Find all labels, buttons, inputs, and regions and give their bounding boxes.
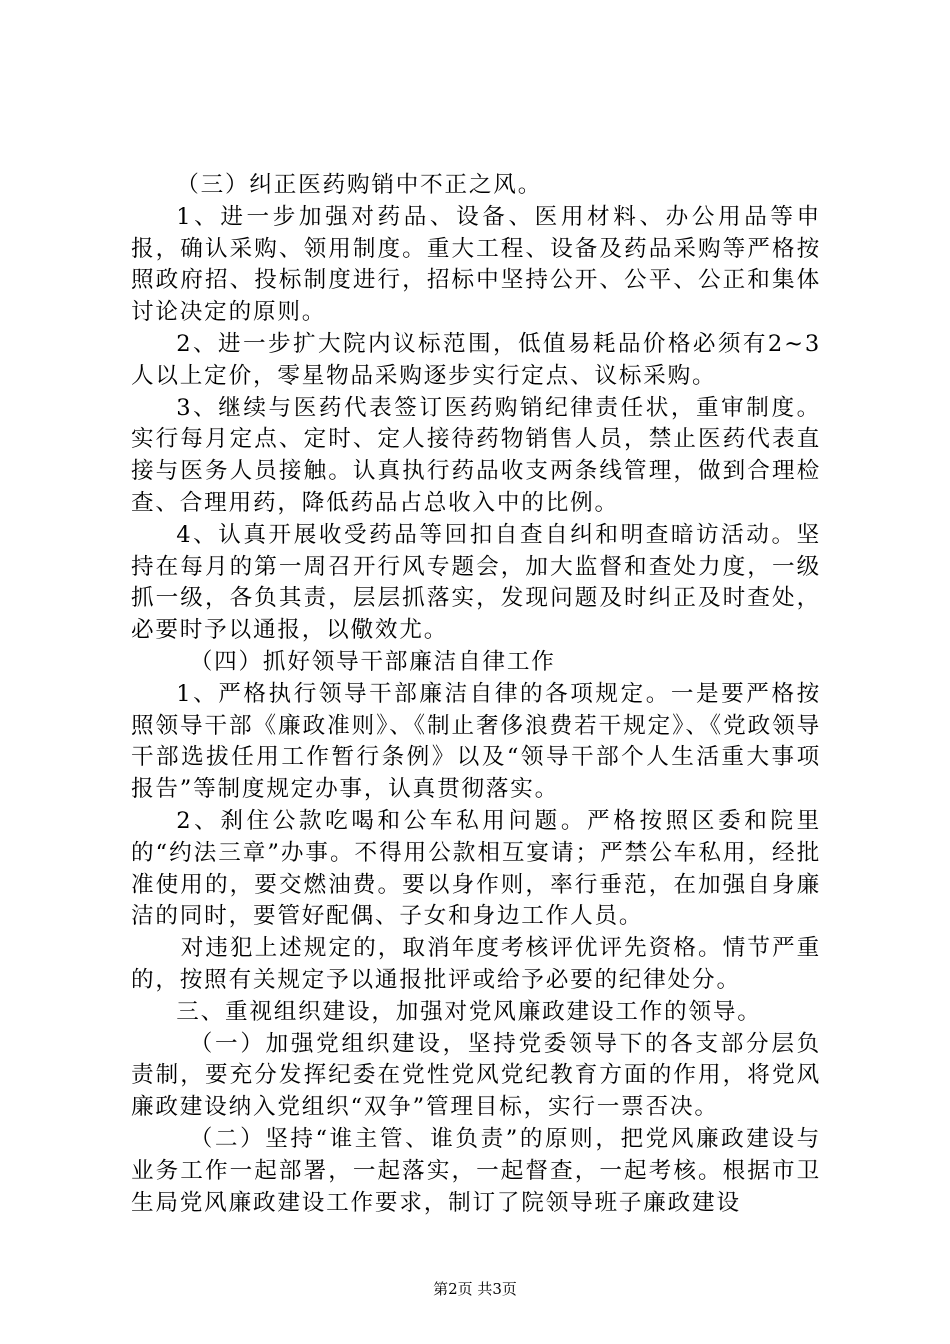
section-heading: （三）纠正医药购销中不正之风。 [176,172,543,198]
paragraph: 4、认真开展收受药品等回扣自查自纠和明查暗访活动。坚持在每月的第一周召开行风专题会，加大监督和查处力度，一级抓一级，各负其责，层层抓落实，发现问题及时纠正及时查处，必要时予以通报，以儆效尤。 [131,521,821,644]
paragraph: 2、进一步扩大院内议标范围，低值易耗品价格必须有2~3人以上定价，零星物品采购逐步实行定点、议标采购。 [131,330,821,389]
section-heading: 三、重视组织建设，加强对党风廉政建设工作的领导。 [176,998,762,1025]
paragraph: （二）坚持“谁主管、谁负责”的原则，把党风廉政建设与业务工作一起部署，一起落实，一起督查，一起考核。根据市卫生局党风廉政建设工作要求，制订了院领导班子廉政建设 [131,1125,821,1216]
paragraph: 对违犯上述规定的，取消年度考核评优评先资格。情节严重的，按照有关规定予以通报批评或给予必要的纪律处分。 [131,935,821,993]
paragraph: 3、继续与医药代表签订医药购销纪律责任状，重审制度。实行每月定点、定时、定人接待药物销售人员，禁止医药代表直接与医务人员接触。认真执行药品收支两条线管理，做到合理检查、合理用药，降低药品占总收入中的比例。 [131,394,821,516]
paragraph: 1、进一步加强对药品、设备、医用材料、办公用品等申报，确认采购、领用制度。重大工程、设备及药品采购等严格按照政府招、投标制度进行，招标中坚持公开、公平、公正和集体讨论决定的原则。 [131,203,821,326]
page-number-footer: 第2页 共3页 [433,1280,517,1298]
section-heading: （四）抓好领导干部廉洁自律工作 [189,648,556,675]
document-body [131,170,821,1219]
paragraph: 1、严格执行领导干部廉洁自律的各项规定。一是要严格按照领导干部《廉政准则》、《制止奢侈浪费若干规定》、《党政领导干部选拔任用工作暂行条例》以及“领导干部个人生活重大事项报告”等制度规定办事，认真贯彻落实。 [131,680,821,803]
paragraph: 2、刹住公款吃喝和公车私用问题。严格按照区委和院里的“约法三章”办事。不得用公款相互宴请；严禁公车私用，经批准使用的，要交燃油费。要以身作则，率行垂范，在加强自身廉洁的同时，要管好配偶、子女和身边工作人员。 [131,807,821,930]
paragraph: （一）加强党组织建设，坚持党委领导下的各支部分层负责制，要充分发挥纪委在党性党风党纪教育方面的作用，将党风廉政建设纳入党组织“双争”管理目标，实行一票否决。 [131,1030,821,1121]
